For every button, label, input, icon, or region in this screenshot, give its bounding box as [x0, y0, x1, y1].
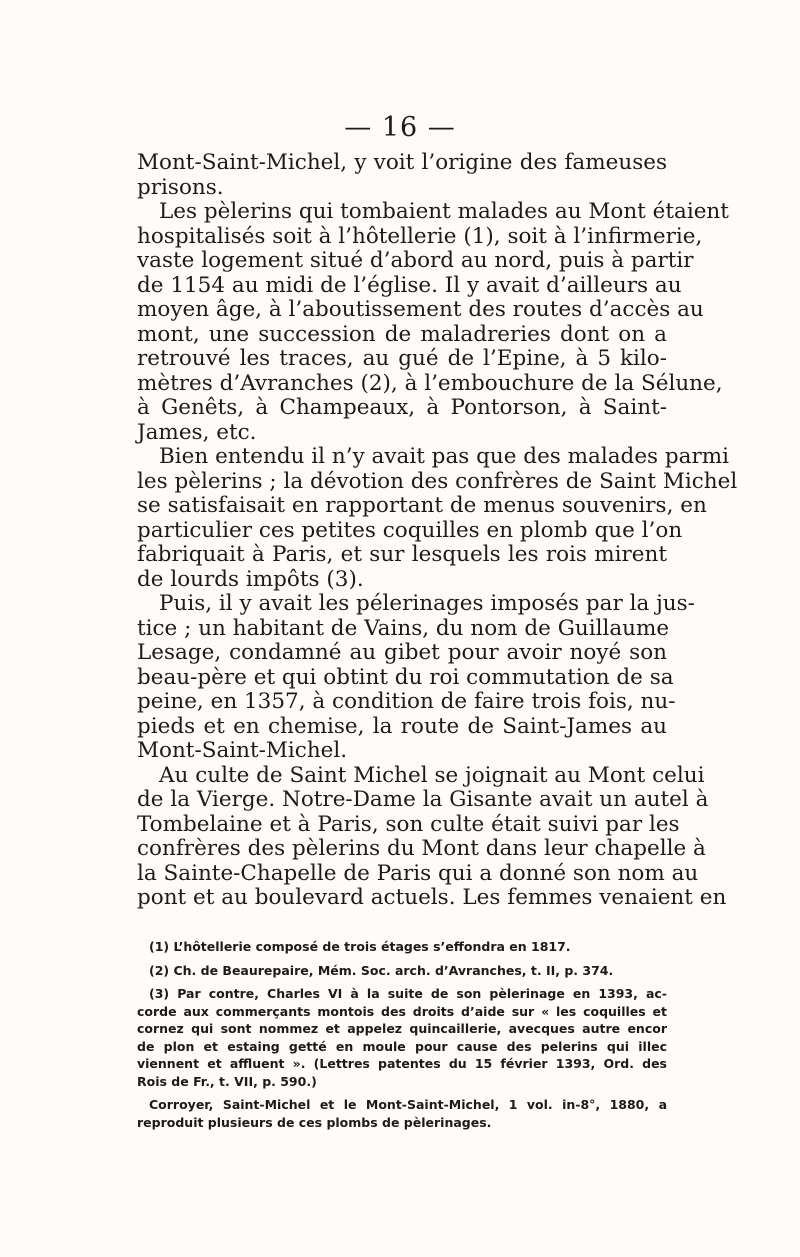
body-line: se satisfaisait en rapportant de menus souvenirs, en: [137, 493, 707, 518]
body-line: Bien entendu il n’y avait pas que des malades parmi: [159, 444, 730, 469]
body-line: Tombelaine et à Paris, son culte était suivi par les: [137, 811, 680, 837]
body-line: tice ; un habitant de Vains, du nom de Guillaume: [137, 615, 670, 641]
body-line: moyen âge, à l’aboutissement des routes d’accès au: [137, 297, 704, 322]
body-line: fabriquait à Paris, et sur lesquels les rois mirent: [137, 542, 667, 567]
body-line: hospitalisés soit à l’hôtellerie (1), soit à l’infirmerie,: [137, 223, 703, 249]
footnote-line: cornez qui sont nommez et appelez quincaillerie, avecques autre encor: [137, 1021, 667, 1036]
body-line: beau-père et qui obtint du roi commutation de sa: [137, 664, 674, 690]
body-line: Au culte de Saint Michel se joignait au Mont celui: [159, 762, 705, 788]
body-line: la Sainte-Chapelle de Paris qui a donné son nom au: [137, 860, 699, 886]
body-line: Puis, il y avait les pélerinages imposés par la jus-: [159, 591, 695, 616]
footnote-line: Corroyer, Saint-Michel et le Mont-Saint-Michel, 1 vol. in-8°, 1880, a: [149, 1097, 667, 1112]
footnote-line: reproduit plusieurs de ces plombs de pèlerinages.: [137, 1114, 492, 1130]
footnote-line: viennent et affluent ». (Lettres patentes du 15 février 1393, Ord. des: [137, 1056, 667, 1071]
body-line: particulier ces petites coquilles en plomb que l’on: [137, 517, 683, 543]
body-line: de la Vierge. Notre-Dame la Gisante avait un autel à: [137, 787, 709, 812]
body-line: James, etc.: [137, 419, 257, 445]
body-line: peine, en 1357, à condition de faire trois fois, nu-: [137, 689, 676, 714]
footnote-4: [137, 1096, 667, 1131]
body-line: les pèlerins ; la dévotion des confrères de Saint Michel: [137, 468, 738, 494]
body-line: vaste logement situé d’abord au nord, puis à partir: [137, 248, 694, 273]
footnote-line: Rois de Fr., t. VII, p. 590.): [137, 1073, 317, 1089]
body-line: Mont-Saint-Michel.: [137, 738, 348, 763]
footnote-line: (1) L’hôtellerie composé de trois étages s’effondra en 1817.: [149, 939, 571, 954]
footnote-line: de plon et estaing getté en moule pour cause des pelerins qui illec: [137, 1038, 667, 1054]
footnote-3: [137, 985, 667, 1090]
body-line: retrouvé les traces, au gué de l’Epine, à 5 kilo-: [137, 346, 667, 371]
body-line: Lesage, condamné au gibet pour avoir noyé son: [137, 640, 667, 665]
page-number: — 16 —: [344, 112, 456, 143]
footnote-1: [137, 938, 667, 956]
body-line: Mont-Saint-Michel, y voit l’origine des fameuses: [137, 150, 667, 175]
footnote-line: corde aux commerçants montois des droits d’aide sur « les coquilles et: [137, 1003, 667, 1019]
body-line: mètres d’Avranches (2), à l’embouchure de la Sélune,: [137, 370, 723, 396]
body-line: de lourds impôts (3).: [137, 566, 364, 592]
body-line: pieds et en chemise, la route de Saint-James au: [137, 713, 667, 739]
body-line: prisons.: [137, 174, 224, 200]
footnotes: [137, 938, 667, 1131]
body-text: [137, 150, 738, 911]
body-line: à Genêts, à Champeaux, à Pontorson, à Saint-: [137, 395, 667, 420]
body-line: pont et au boulevard actuels. Les femmes venaient en: [137, 885, 727, 910]
body-line: de 1154 au midi de l’église. Il y avait d’ailleurs au: [137, 272, 682, 298]
footnote-2: [137, 962, 667, 980]
footnote-line: (2) Ch. de Beaurepaire, Mém. Soc. arch. d’Avranches, t. II, p. 374.: [149, 962, 614, 978]
body-line: mont, une succession de maladreries dont on a: [137, 321, 667, 347]
body-line: confrères des pèlerins du Mont dans leur chapelle à: [137, 836, 706, 861]
footnote-line: (3) Par contre, Charles VI à la suite de son pèlerinage en 1393, ac-: [149, 986, 667, 1001]
body-line: Les pèlerins qui tombaient malades au Mont étaient: [159, 199, 729, 224]
